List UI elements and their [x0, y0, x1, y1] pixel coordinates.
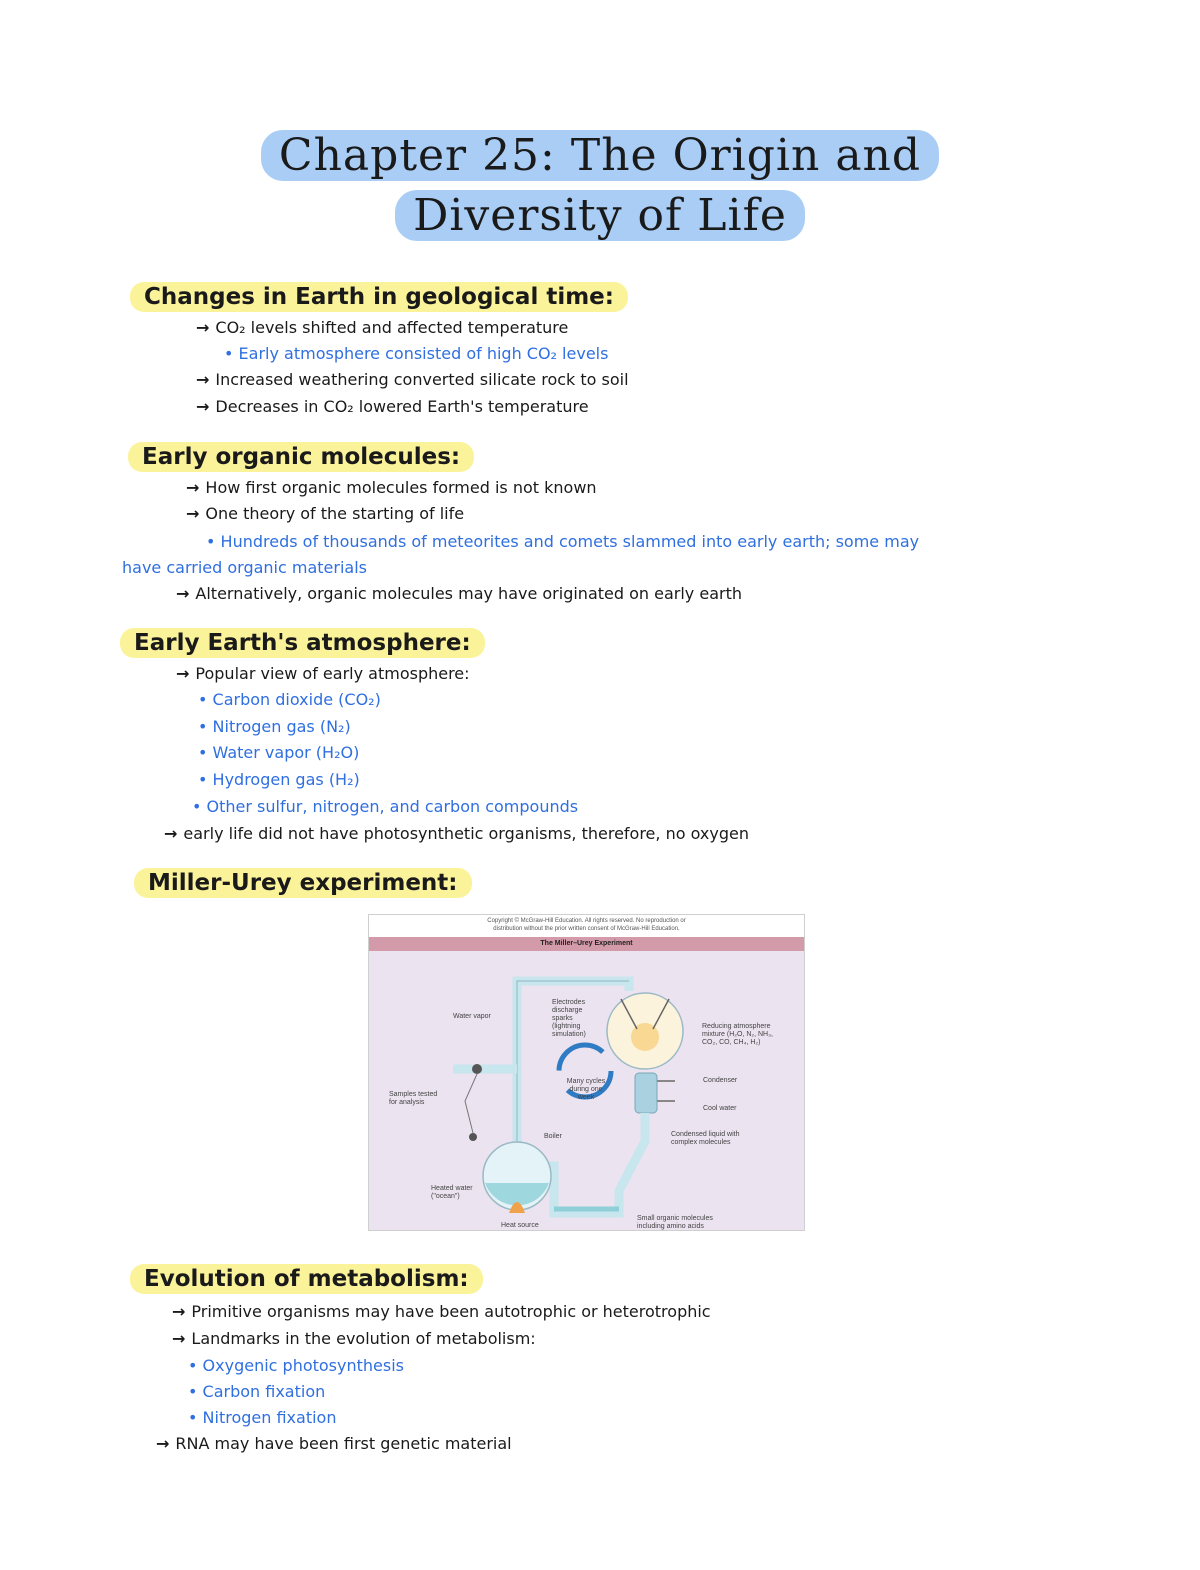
- note-line: → Alternatively, organic molecules may have originated on early earth: [176, 584, 742, 603]
- figure-body: [369, 951, 804, 1230]
- arrow-icon: →: [156, 1434, 170, 1453]
- label-water-vapor: Water vapor: [453, 1013, 491, 1020]
- label-electrodes: Electrodes discharge sparks (lightning simulation): [552, 999, 586, 1038]
- arrow-icon: →: [176, 664, 190, 683]
- note-bullet: • Early atmosphere consisted of high CO₂ levels: [224, 344, 609, 363]
- note-bullet: • Oxygenic photosynthesis: [188, 1356, 404, 1375]
- note-bullet: • Carbon dioxide (CO₂): [198, 690, 381, 709]
- figure-header: The Miller–Urey Experiment: [369, 937, 804, 951]
- arrow-icon: →: [164, 824, 178, 843]
- return-tube: [537, 1113, 645, 1213]
- label-condensed-liquid: Condensed liquid with complex molecules: [671, 1131, 740, 1146]
- note-line: → Primitive organisms may have been autotrophic or heterotrophic: [172, 1302, 711, 1321]
- note-bullet: • Carbon fixation: [188, 1382, 326, 1401]
- note-line: → early life did not have photosynthetic organisms, therefore, no oxygen: [164, 824, 749, 843]
- label-heat-source: Heat source: [501, 1222, 539, 1229]
- heading-metabolism: Evolution of metabolism:: [130, 1266, 483, 1292]
- note-line: → One theory of the starting of life: [186, 504, 465, 523]
- note-bullet: • Nitrogen gas (N₂): [198, 717, 351, 736]
- note-continuation: have carried organic materials: [122, 558, 367, 577]
- note-line: → RNA may have been first genetic material: [156, 1434, 512, 1453]
- note-bullet: • Hundreds of thousands of meteorites and comets slammed into early earth; some may: [206, 532, 920, 551]
- arrow-icon: →: [196, 397, 210, 416]
- condenser: [635, 1073, 657, 1113]
- heading-organic: Early organic molecules:: [128, 444, 474, 470]
- label-reducing-atmosphere: Reducing atmosphere mixture (H₂O, N₂, NH₃, CO₂, CO, CH₄, H₂): [702, 1023, 773, 1046]
- arrow-icon: →: [172, 1329, 186, 1348]
- note-line: → Decreases in CO₂ lowered Earth's temperature: [196, 397, 589, 416]
- note-bullet: • Hydrogen gas (H₂): [198, 770, 360, 789]
- label-cool-water: Cool water: [703, 1105, 737, 1112]
- label-small-organic: Small organic molecules including amino acids: [637, 1215, 713, 1230]
- note-line: → Landmarks in the evolution of metabolism:: [172, 1329, 536, 1348]
- heading-atmosphere: Early Earth's atmosphere:: [120, 630, 485, 656]
- arrow-icon: →: [186, 478, 200, 497]
- label-boiler: Boiler: [544, 1133, 562, 1140]
- note-line: → Increased weathering converted silicate rock to soil: [196, 370, 629, 389]
- arrow-icon: →: [186, 504, 200, 523]
- note-bullet: • Water vapor (H₂O): [198, 743, 360, 762]
- note-line: → CO₂ levels shifted and affected temperature: [196, 318, 569, 337]
- label-condenser: Condenser: [703, 1077, 738, 1084]
- note-line: → How first organic molecules formed is not known: [186, 478, 597, 497]
- stopcock-icon: [472, 1064, 482, 1074]
- miller-urey-figure: [368, 914, 805, 1231]
- note-bullet: • Other sulfur, nitrogen, and carbon compounds: [192, 797, 579, 816]
- label-samples: Samples tested for analysis: [389, 1091, 438, 1106]
- figure-copyright: Copyright © McGraw-Hill Education. All rights reserved. No reproduction or distribution without the prior written consent of McGraw-Hill Education.: [487, 918, 686, 932]
- note-line: → Popular view of early atmosphere:: [176, 664, 470, 683]
- arrow-icon: →: [172, 1302, 186, 1321]
- heading-changes: Changes in Earth in geological time:: [130, 284, 628, 310]
- heading-miller-urey: Miller-Urey experiment:: [134, 870, 472, 896]
- stopcock-icon: [469, 1133, 477, 1141]
- arrow-icon: →: [196, 370, 210, 389]
- page-title-line-2: Diversity of Life: [0, 190, 1200, 241]
- arrow-icon: →: [196, 318, 210, 337]
- arrow-icon: →: [176, 584, 190, 603]
- note-bullet: • Nitrogen fixation: [188, 1408, 337, 1427]
- label-cycles: Many cycles during one week: [566, 1078, 606, 1101]
- page-title-line-1: Chapter 25: The Origin and: [0, 130, 1200, 181]
- label-heated-water: Heated water ("ocean"): [431, 1185, 473, 1200]
